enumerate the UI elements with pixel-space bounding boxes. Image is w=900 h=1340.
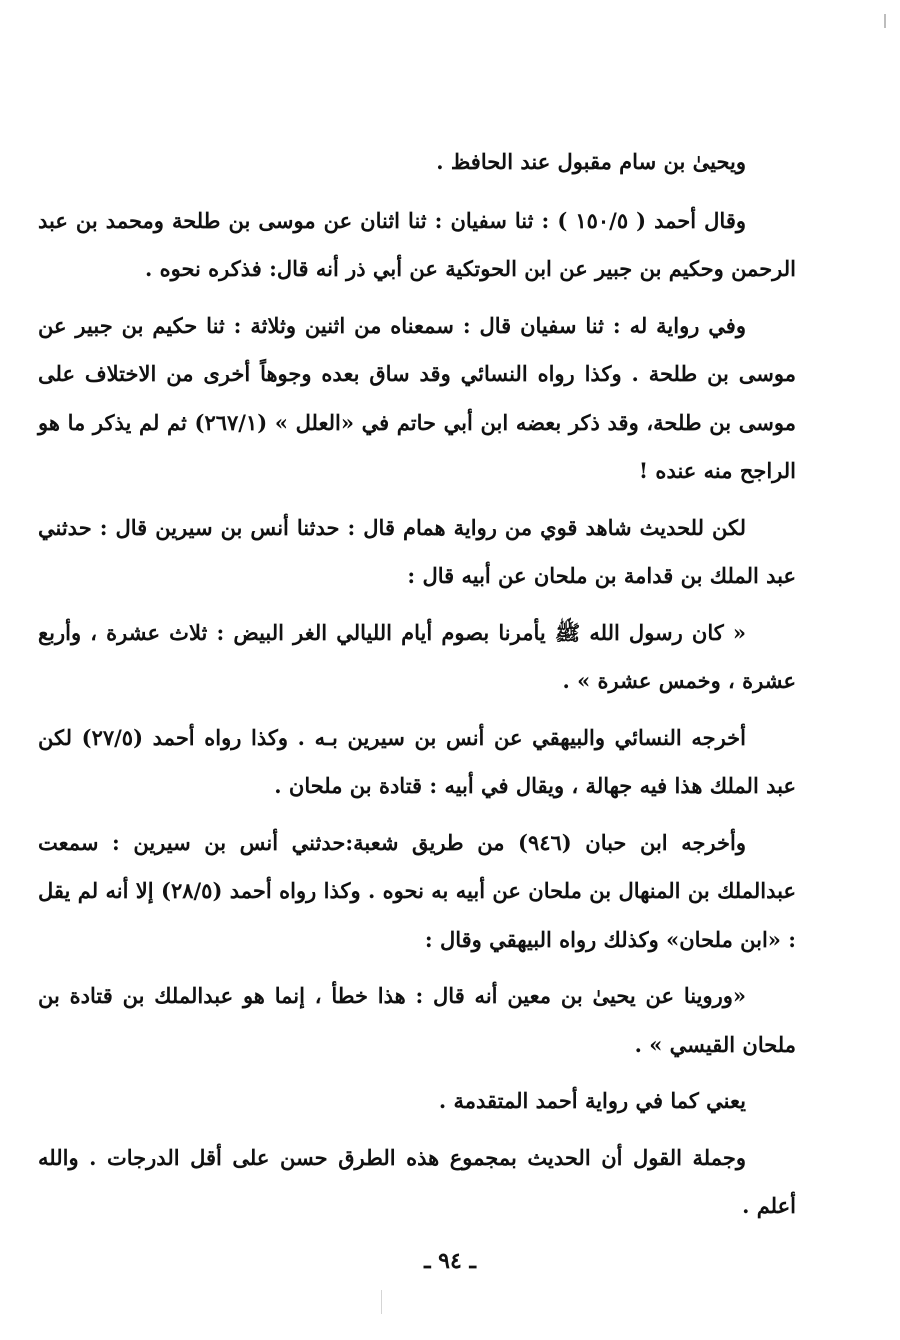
paragraph: وقال أحمد ( ١٥٠/٥ ) : ثنا سفيان : ثنا اثنان عن موسى بن طلحة ومحمد بن عبد الرحمن وحكيم بن جبير عن ابن الحوتكية عن أبي ذر أنه قال: فذكره نحوه . (38, 207, 796, 281)
paragraph: يعني كما في رواية أحمد المتقدمة . (438, 1088, 746, 1113)
paragraph: وفي رواية له : ثنا سفيان قال : سمعناه من اثنين وثلاثة : ثنا حكيم بن جبير عن موسى بن طلحة . وكذا رواه النسائي وقد ساق بعده وجوهاً أخرى من الاختلاف على موسى بن طلحة، وقد ذكر بعضه ابن أبي حاتم في «العلل » (٢٦٧/١) ثم لم يذكر ما هو الراجح منه عنده ! (38, 312, 796, 483)
paragraph: ويحيىٰ بن سام مقبول عند الحافظ . (436, 149, 746, 174)
page-body-text (38, 138, 796, 1239)
conclusion-paragraph: وجملة القول أن الحديث بمجموع هذه الطرق حسن على أقل الدرجات . والله أعلم . (38, 1144, 796, 1218)
paragraph: وأخرجه ابن حبان (٩٤٦) من طريق شعبة:حدثني أنس بن سيرين : سمعت عبدالملك بن المنهال بن ملحان عن أبيه به نحوه . وكذا رواه أحمد (٢٨/٥) إلا أنه لم يقل : «ابن ملحان» وكذلك رواه البيهقي وقال : (38, 829, 796, 952)
scan-mark-bottom (381, 1290, 382, 1314)
scan-mark-top (884, 14, 886, 28)
paragraph: لكن للحديث شاهد قوي من رواية همام قال : حدثنا أنس بن سيرين قال : حدثني عبد الملك بن قدامة بن ملحان عن أبيه قال : (38, 514, 796, 588)
hadith-quote-paragraph: « كان رسول الله ﷺ يأمرنا بصوم أيام الليالي الغر البيض : ثلاث عشرة ، وأربع عشرة ، وخمس عشرة » . (38, 619, 796, 693)
quote-paragraph: «وروينا عن يحيىٰ بن معين أنه قال : هذا خطأ ، إنما هو عبدالملك بن قتادة بن ملحان القيسي » . (38, 983, 796, 1057)
paragraph: أخرجه النسائي والبيهقي عن أنس بن سيرين بـه . وكذا رواه أحمد (٢٧/٥) لكن عبد الملك هذا فيه جهالة ، ويقال في أبيه : قتادة بن ملحان . (38, 724, 796, 798)
page-number: ـ ٩٤ ـ (424, 1248, 476, 1274)
